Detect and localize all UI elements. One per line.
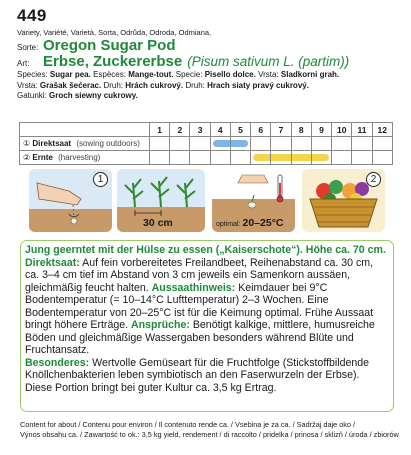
calendar-row-label xyxy=(20,137,150,151)
month-1: 1 xyxy=(149,123,169,137)
row-subtitle: (sowing outdoors) xyxy=(76,139,140,148)
instructions-text xyxy=(25,244,389,394)
optimal-temperature-label: optimal: 20–25°C xyxy=(216,217,284,229)
row-spacing-label: 30 cm xyxy=(143,217,173,229)
cultivation-instructions xyxy=(20,240,394,412)
calendar-row-direktsaat xyxy=(20,137,393,151)
period-bar-month-7 xyxy=(271,154,290,161)
tagline: Jung geerntet mit der Hülse zu essen („Kaiserschote“). Höhe ca. 70 cm. xyxy=(25,244,386,256)
besonderes-text: Wertvolle Gemüseart für die Fruchtfolge (Stickstoffbildende Knöllchenbakterien leben symbiotisch an den Faserwurzeln der Erbse). Diese Portion bringt bei guter Kultur ca. 3,5 kg Ertrag. xyxy=(25,356,370,394)
besonderes-label: Besonderes: xyxy=(25,356,90,369)
art-name: Erbse, Zuckererbse xyxy=(43,53,183,70)
anspruche-text: Benötigt kalkige, mittlere, humusreiche Böden und gleichmäßige Wassergaben besonders während Blüte und Fruchtansatz. xyxy=(25,319,375,356)
row-marker: ② xyxy=(23,153,31,162)
harvest-illustration xyxy=(302,169,385,232)
footer-line-2: Výnos obsahu ca. / Zawartość to ok.: 3,5 kg yield, rendement / di raccolto / pridelka / prinosa / sklizň / úroda / zbiorów xyxy=(20,429,399,439)
month-11: 11 xyxy=(352,123,372,137)
aussaat-label: Aussaathinweis: xyxy=(151,281,236,294)
sorte-label: Sorte: xyxy=(17,43,39,52)
variety-name: Oregon Sugar Pod xyxy=(43,37,176,54)
aussaat-text: Keimdauer bei 9°C Bodentemperatur (= 10–14°C Lufttemperatur) 2–3 Wochen. Eine Bodentemperatur von 20–25°C ist für die Keimung optimal. Frühe Aussaat bringt höhere Erträge. xyxy=(25,281,374,331)
row-marker: ① xyxy=(23,139,31,148)
period-bar-month-8 xyxy=(292,154,311,161)
seedling-spacing-illustration xyxy=(117,169,205,232)
row-title: Direktsaat xyxy=(32,139,72,148)
germination-temperature-illustration xyxy=(212,169,295,232)
period-bar-month-4 xyxy=(213,140,230,147)
variety-header xyxy=(17,28,402,102)
month-3: 3 xyxy=(190,123,210,137)
calendar-row-ernte xyxy=(20,151,393,165)
art-latin-name: (Pisum sativum L. (partim)) xyxy=(187,54,350,69)
month-2: 2 xyxy=(170,123,190,137)
calendar-row-label xyxy=(20,151,150,165)
direktsaat-text: Auf fein vorbereitetes Freilandbeet, Reihenabstand ca. 30 cm, ca. 3–4 cm tief im Abstand von 3 cm jeweils ein Samenkorn aussäen, gleichmäßig feucht halten. xyxy=(25,256,374,294)
species-line-2: Vrsta: Grašak šećerac. Druh: Hrách cukrový. Druh: Hrach siaty pravý cukrový. xyxy=(17,80,309,90)
variety-languages-line: Variety, Variété, Varietà, Sorta, Odrůda, Odroda, Odmiana, xyxy=(17,28,212,37)
sowing-calendar xyxy=(19,122,393,165)
month-10: 10 xyxy=(332,123,352,137)
period-bar-month-5 xyxy=(231,140,248,147)
species-line-1: Species: Sugar pea. Espèces: Mange-tout. Specie: Pisello dolce. Vrsta: Sladkorni grah. xyxy=(17,70,340,79)
row-subtitle: (harvesting) xyxy=(58,153,101,162)
month-4: 4 xyxy=(210,123,230,137)
anspruche-label: Ansprüche: xyxy=(131,319,190,331)
month-5: 5 xyxy=(230,123,250,137)
species-line-3: Gatunki: Groch siewny cukrowy. xyxy=(17,91,138,100)
period-bar-month-9 xyxy=(312,154,329,161)
art-label: Art: xyxy=(17,59,30,68)
footer-line-1: Content for about / Contenu pour environ / Il contenuto rende ca. / Vsebina je za ca. / Sadržaj daje oko / xyxy=(20,420,356,429)
month-12: 12 xyxy=(372,123,392,137)
month-6: 6 xyxy=(251,123,271,137)
step-2-marker: 2 xyxy=(366,172,381,187)
sowing-illustration xyxy=(29,169,112,232)
calendar-header-row xyxy=(20,123,393,137)
direktsaat-label: Direktsaat: xyxy=(25,256,80,269)
art-row xyxy=(17,54,402,70)
calendar-corner xyxy=(20,123,150,137)
step-1-marker: 1 xyxy=(93,172,108,187)
month-8: 8 xyxy=(291,123,311,137)
sorte-row xyxy=(17,38,402,54)
period-bar-month-6 xyxy=(253,154,270,161)
content-yield-footer xyxy=(20,420,405,439)
packet-code: 449 xyxy=(17,6,47,25)
month-9: 9 xyxy=(311,123,331,137)
row-title: Ernte xyxy=(32,153,53,162)
month-7: 7 xyxy=(271,123,291,137)
